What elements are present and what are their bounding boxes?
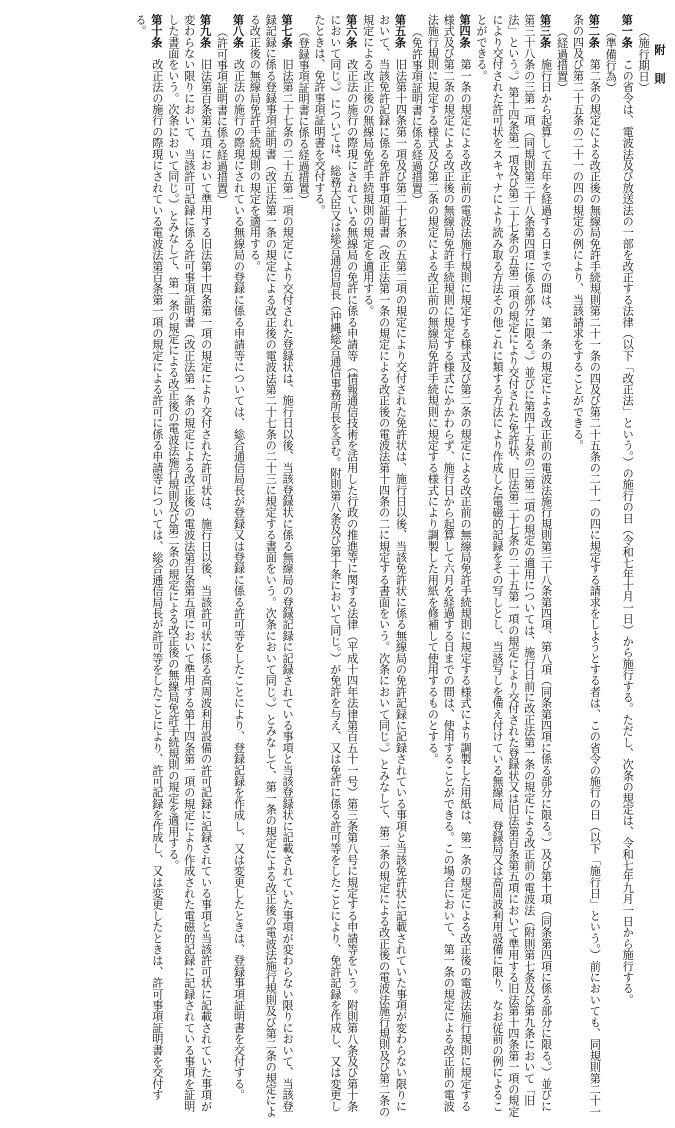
article-9-label: 第九条: [198, 14, 213, 48]
article-4-text: 第一条の規定による改正前の電波法施行規則に規定する様式及び第二条の規定による改正前の無線局免許手続規則に規定する様式により調製した用紙は、第一条の規定による改正後の電波法施行規則に規定する様式及び第二条の規定による改正後の無線局免許手続規則に規定する様式にかかわらず、施行日から起算して六月を経過する日までの間は、使用することができる。この場合において、第一条の規定による改正前の電波法施行規則に規定する様式及び第二条の規定による改正前の無線局免許手続規則に規定する様式により調製した用紙を修補して使用するものとする。: [426, 14, 473, 1112]
article-6-label: 第六条: [344, 14, 359, 48]
article-5-label: 第五条: [393, 14, 408, 48]
article-3: [473, 14, 554, 1118]
article-6-text: 改正法の施行の際現にされている無線局の免許に係る申請等（情報通信技術を活用した行政の推進等に関する法律（平成十四年法律第百五十一号）第三条第八号に規定する申請等をいう。附則第八条及び第十条において同じ。）については、総務大臣又は総合通信局長（沖縄総合通信事務所長を含む。附則第八条及び第十条において同じ。）が免許を与え、又は免許に係る許可等をしたことにより、免許記録を作成し、又は変更したときは、免許事項証明書を交付する。: [312, 14, 359, 1112]
caption-transitional-measures: （経過措置）: [555, 26, 569, 94]
article-2-text: 第二条の規定による改正後の無線局免許手続規則第二十一条の四及び第二十五条の二十一の四に規定する請求をしようとする者は、この省令の施行の日（以下「施行日」という。）前においても、同規則第二十一条の四及び第二十五条の二十一の四の規定の例により、当該請求をすることができる。: [571, 14, 602, 1118]
article-10-text: 改正法の施行の際現にされている電波法第百条第一項の規定による許可に係る申請等については、総合通信局長が許可等をしたことにより、許可記録を作成し、又は変更したときは、許可事項証明書を交付する。: [134, 14, 164, 1101]
caption-registration-certificate: （登録事項証明書に係る経過措置）: [297, 26, 311, 206]
article-7-text: 旧法第二十七条の二十五第一項の規定により交付された登録状は、施行日以後、当該登録状に係る無線局の登録記録に記録されている事項と当該登録状に記載されていた事項が変わらない限りにおいて、当該登録記録に係る登録事項証明書（改正法第一条の規定による改正後の電波法第二十七条の二十三に規定する書面をいう。次条において同じ。）とみなして、第一条の規定による改正後の電波法施行規則及び第二条の規定による改正後の無線局免許手続規則の規定を適用する。: [248, 14, 295, 1118]
article-3-text: 施行日から起算して五年を経過する日までの間は、第一条の規定による改正前の電波法施行規則第三十八条第四項、第八項（同条第四項に係る部分に限る。）及び第十項（同条第四項に係る部分に限る。）並びに第三十八条の三第一項（同規則第三十八条第四項に係る部分に限る。）並びに第四十五条の三第二項の規定の適用については、施行日前に改正法第一条の規定による改正前の電波法（附則第七条及び第九条において「旧法」という。）第十四条第一項及び第二十七条の五第二項の規定により交付された免許状、旧法第二十七条の二十五第一項の規定により交付された登録状又は旧法第百条第五項において準用する旧法第十四条第一項の規定により交付された許可状をスキャナにより読み取る方法その他これに類する方法により作成した電磁的記録をその写しとし、当該写しを備え付けている無線局、登録局又は高周波利用設備に限り、なお従前の例によることができる。: [475, 14, 553, 1118]
article-7: [246, 14, 295, 1118]
article-10-label: 第十条: [149, 14, 164, 48]
caption-effective-date: （施行期日）: [637, 26, 651, 94]
document-heading: 附 則: [653, 44, 667, 91]
article-3-label: 第三条: [538, 14, 553, 48]
article-5-text: 旧法第十四条第一項及び第二十七条の五第二項の規定により交付された免許状は、施行日以後、当該免許状に係る無線局の免許記録に記録されている事項と当該免許状に記載されていた事項が変わらない限りにおいて、当該免許記録に係る免許事項証明書（改正法第一条の規定による改正後の電波法第十四条の二に規定する書面をいう。次条において同じ。）とみなして、第二条の規定による改正後の電波法施行規則及び第二条の規定による改正後の無線局免許手続規則の規定を適用する。: [361, 14, 408, 1118]
article-9-text: 旧法第百条第五項において準用する旧法第十四条第一項の規定により交付された許可状は、施行日以後、当該許可状に係る高周波利用設備の許可記録に記録されている事項と当該許可状に記載されていた事項が変わらない限りにおいて、当該許可記録に係る許可事項証明書（改正法第一条の規定による改正後の電波法第百条第五項において準用する第十四条第一項の規定により作成された電磁的記録に記録されている事項を証明した書面をいう。次条において同じ。）とみなして、第一条の規定による改正後の電波法施行規則及び第二条の規定による改正後の無線局免許手続規則の規定を適用する。: [166, 14, 213, 1112]
article-8-text: 改正法の施行の際現にされている無線局の登録に係る申請等については、総合通信局長が登録又は登録に係る許可等をしたことにより、登録記録を作成し、又は変更したときは、登録事項証明書を交付する。: [232, 58, 246, 1101]
article-4-label: 第四条: [458, 14, 473, 48]
caption-license-certificate: （免許事項証明書に係る経過措置）: [410, 26, 424, 206]
article-8-label: 第八条: [231, 14, 246, 48]
article-6: [311, 14, 360, 1118]
article-2-label: 第二条: [587, 14, 602, 48]
article-8: [230, 14, 247, 1118]
article-1: [618, 14, 635, 1118]
article-5: [360, 14, 409, 1118]
article-9: [165, 14, 214, 1118]
caption-preparatory-acts: （準備行為）: [604, 26, 618, 94]
article-1-label: 第一条: [620, 14, 635, 48]
article-7-label: 第七条: [280, 14, 295, 48]
caption-permit-certificate: （許可事項証明書に係る経過措置）: [215, 26, 229, 206]
article-4: [424, 14, 473, 1118]
article-1-text: この省令は、電波法及び放送法の一部を改正する法律（以下「改正法」という。）の施行の日（令和七年十月一日）から施行する。ただし、次条の規定は、令和七年九月一日から施行する。: [621, 58, 635, 1006]
article-2: [570, 14, 603, 1118]
article-10: [132, 14, 165, 1118]
